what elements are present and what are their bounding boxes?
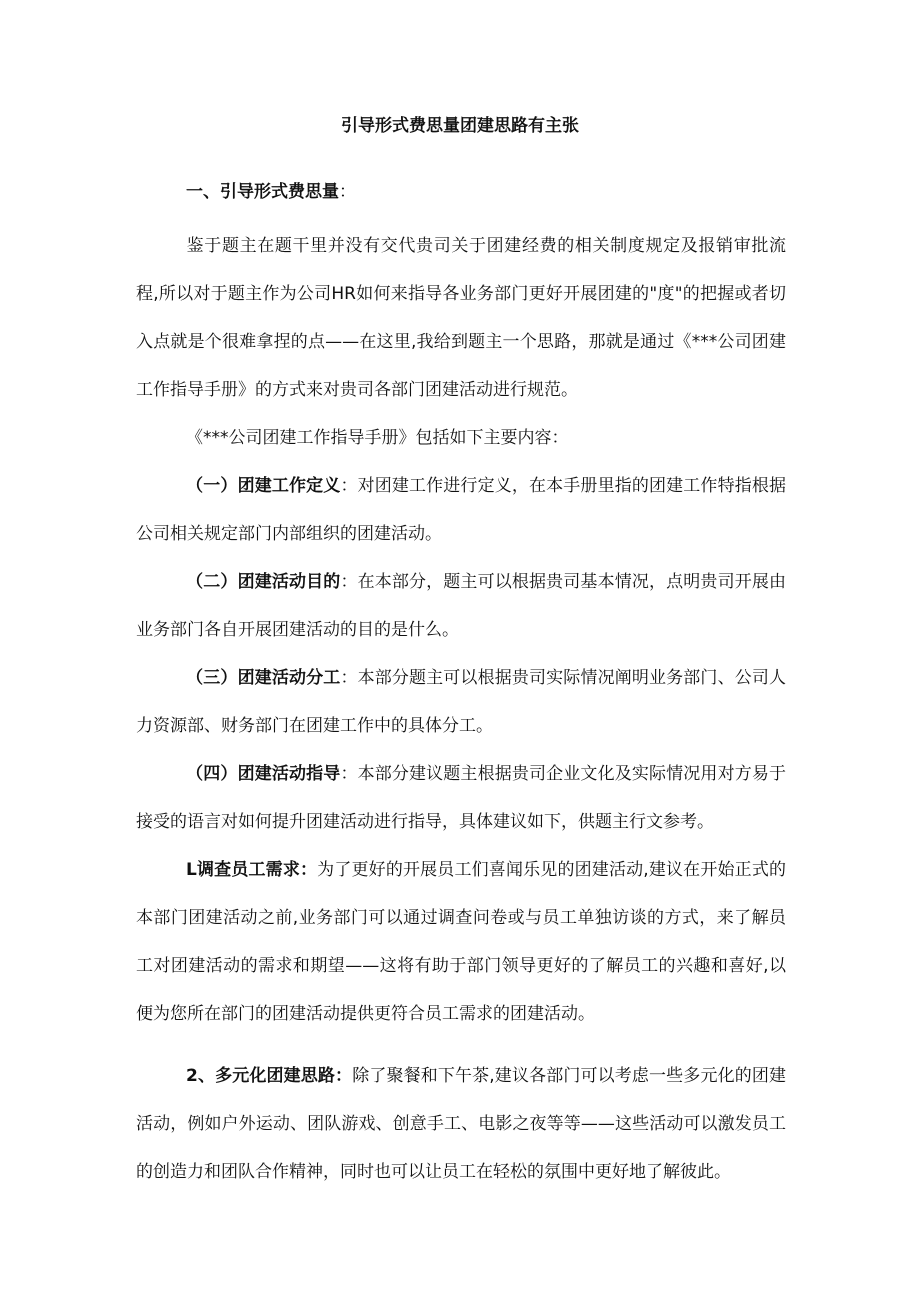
- item-2-text: ：在本部分，题主可以根据贵司基本情况，点明贵司开展由业务部门各自开展团建活动的目的是什么。: [136, 572, 787, 640]
- paragraph-sub-2: [136, 1052, 786, 1196]
- paragraph-intro: [136, 222, 786, 414]
- document-title: 引导形式费思量团建思路有主张: [341, 116, 579, 136]
- item-3-text: ：本部分题主可以根据贵司实际情况阐明业务部门、公司人力资源部、财务部门在团建工作中的具体分工。: [136, 668, 787, 736]
- paragraph-sub-1: [136, 846, 786, 1038]
- paragraph-manual: [136, 414, 786, 462]
- item-1-label: （一）团建工作定义: [186, 476, 341, 496]
- item-4-text: ：本部分建议题主根据贵司企业文化及实际情况用对方易于接受的语言对如何提升团建活动进行指导，具体建议如下，供题主行文参考。: [136, 764, 787, 832]
- section-heading-text: 一、引导形式费思量: [186, 182, 339, 202]
- paragraph-intro-text: 鉴于题主在题干里并没有交代贵司关于团建经费的相关制度规定及报销审批流程,所以对于题主作为公司HR如何来指导各业务部门更好开展团建的"度"的把握或者切入点就是个很难拿捏的点——在这里,我给到题主一个思路，那就是通过《***公司团建工作指导手册》的方式来对贵司各部门团建活动进行规范。: [136, 236, 786, 400]
- paragraph-manual-text: 《***公司团建工作指导手册》包括如下主要内容：: [186, 428, 569, 448]
- paragraph-item-4: [136, 750, 786, 846]
- item-2-label: （二）团建活动目的: [186, 572, 341, 592]
- sub-1-text: 为了更好的开展员工们喜闻乐见的团建活动,建议在开始正式的本部门团建活动之前,业务部门可以通过调查问卷或与员工单独访谈的方式，来了解员工对团建活动的需求和期望——这将有助于部门领导更好的了解员工的兴趣和喜好,以便为您所在部门的团建活动提供更符合员工需求的团建活动。: [136, 860, 786, 1024]
- section-heading: [186, 178, 356, 206]
- paragraph-item-1: [136, 462, 786, 558]
- sub-2-label: 2、多元化团建思路：: [186, 1066, 353, 1086]
- section-heading-colon: ：: [339, 182, 356, 202]
- paragraph-item-2: [136, 558, 786, 654]
- sub-2-text: 除了聚餐和下午茶,建议各部门可以考虑一些多元化的团建活动，例如户外运动、团队游戏、创意手工、电影之夜等等——这些活动可以激发员工的创造力和团队合作精神，同时也可以让员工在轻松的氛围中更好地了解彼此。: [136, 1066, 786, 1182]
- sub-1-label: L调查员工需求：: [186, 860, 318, 880]
- item-3-label: （三）团建活动分工: [186, 668, 341, 688]
- paragraph-item-3: [136, 654, 786, 750]
- item-1-text: ：对团建工作进行定义，在本手册里指的团建工作特指根据公司相关规定部门内部组织的团建活动。: [136, 476, 787, 544]
- item-4-label: （四）团建活动指导: [186, 764, 341, 784]
